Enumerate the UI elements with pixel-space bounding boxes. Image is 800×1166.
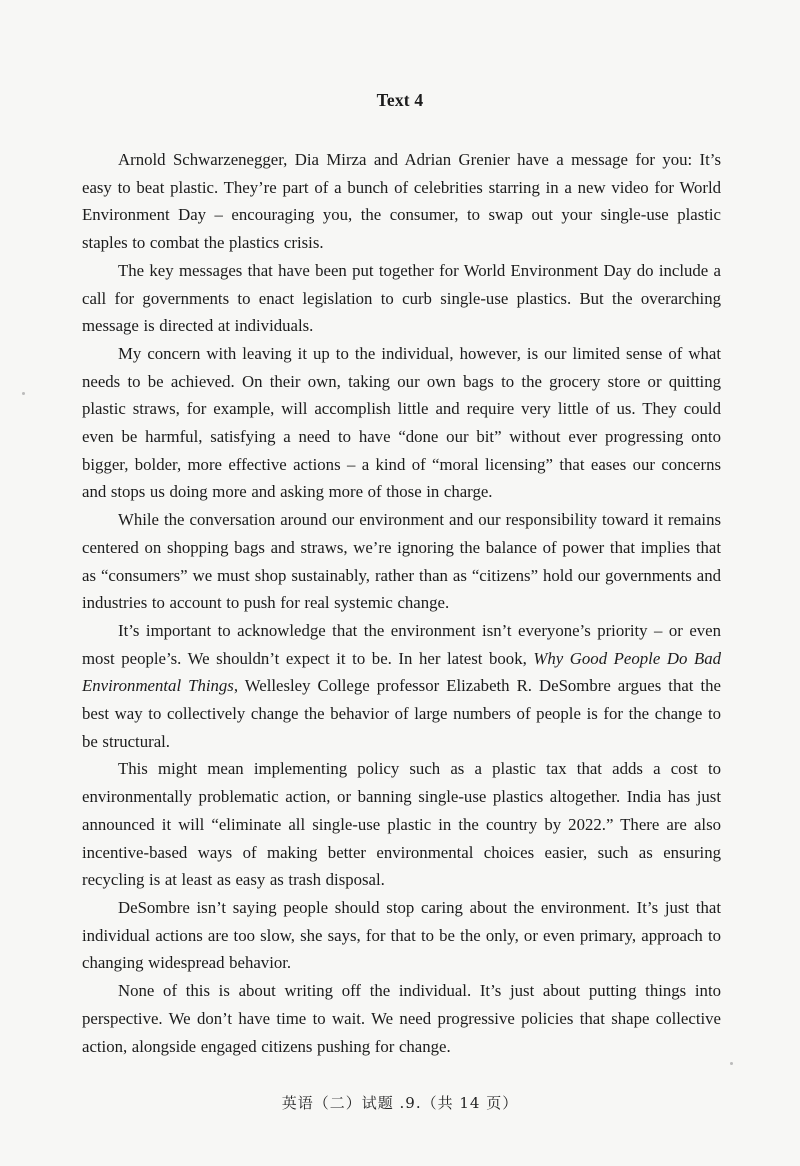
book-title: Why Good People Do Bad Environmental Things [82, 648, 722, 696]
page-footer: 英语（二）试题 .9.（共 14 页） [281, 1094, 519, 1112]
paragraph-2: The key messages that have been put together for World Environment Day do include a call for governments to enact legislation to curb single-use plastics. But the overarching message is directed at individuals. [82, 260, 721, 336]
paragraph-3: My concern with leaving it up to the individual, however, is our limited sense of what needs to be achieved. On their own, taking our own bags to the grocery store or quitting plastic straws, for example, will accomplish little and require very little of us. They could even be harmful, satisfying a need to have “done our bit” without ever progressing onto bigger, bolder, more effective actions – a kind of “moral licensing” that eases our concerns and stops us doing more and asking more of those in charge. [82, 343, 721, 502]
passage-title: Text 4 [376, 90, 424, 110]
paragraph-7: DeSombre isn’t saying people should stop caring about the environment. It’s just that individual actions are too slow, she says, for that to be the only, or even primary, approach to changing widespread behavior. [82, 897, 721, 973]
paragraph-1: Arnold Schwarzenegger, Dia Mirza and Adrian Grenier have a message for you: It’s easy to beat plastic. They’re part of a bunch of celebrities starring in a new video for World Environment Day – encouraging you, the consumer, to swap out your single-use plastic staples to combat the plastics crisis. [82, 150, 721, 253]
paragraph-4: While the conversation around our environment and our responsibility toward it remains centered on shopping bags and straws, we’re ignoring the balance of power that implies that as “consumers” we must shop sustainably, rather than as “citizens” hold our governments and industries to account to push for real systemic change. [82, 510, 721, 613]
paragraph-8: None of this is about writing off the individual. It’s just about putting things into perspective. We don’t have time to wait. We need progressive policies that shape collective action, alongside engaged citizens pushing for change. [82, 981, 721, 1056]
passage-body [82, 146, 721, 1060]
scan-speck [22, 392, 25, 395]
paragraph-5-rest: , Wellesley College professor Elizabeth R. DeSombre argues that the best way to collectively change the behavior of large numbers of people is for the change to be structural. [82, 676, 721, 751]
scan-speck [730, 1062, 733, 1065]
paragraph-6: This might mean implementing policy such as a plastic tax that adds a cost to environmentally problematic action, or banning single-use plastics altogether. India has just announced it will “eliminate all single-use plastic in the country by 2022.” There are also incentive-based ways of making better environmental choices easier, such as ensuring recycling is at least as easy as trash disposal. [82, 759, 721, 890]
paragraph-5-intro: It’s important to acknowledge that the environment isn’t everyone’s priority – or even most people’s. We shouldn’t expect it to be. In her latest book, [82, 620, 721, 668]
paragraph-5 [82, 617, 721, 756]
